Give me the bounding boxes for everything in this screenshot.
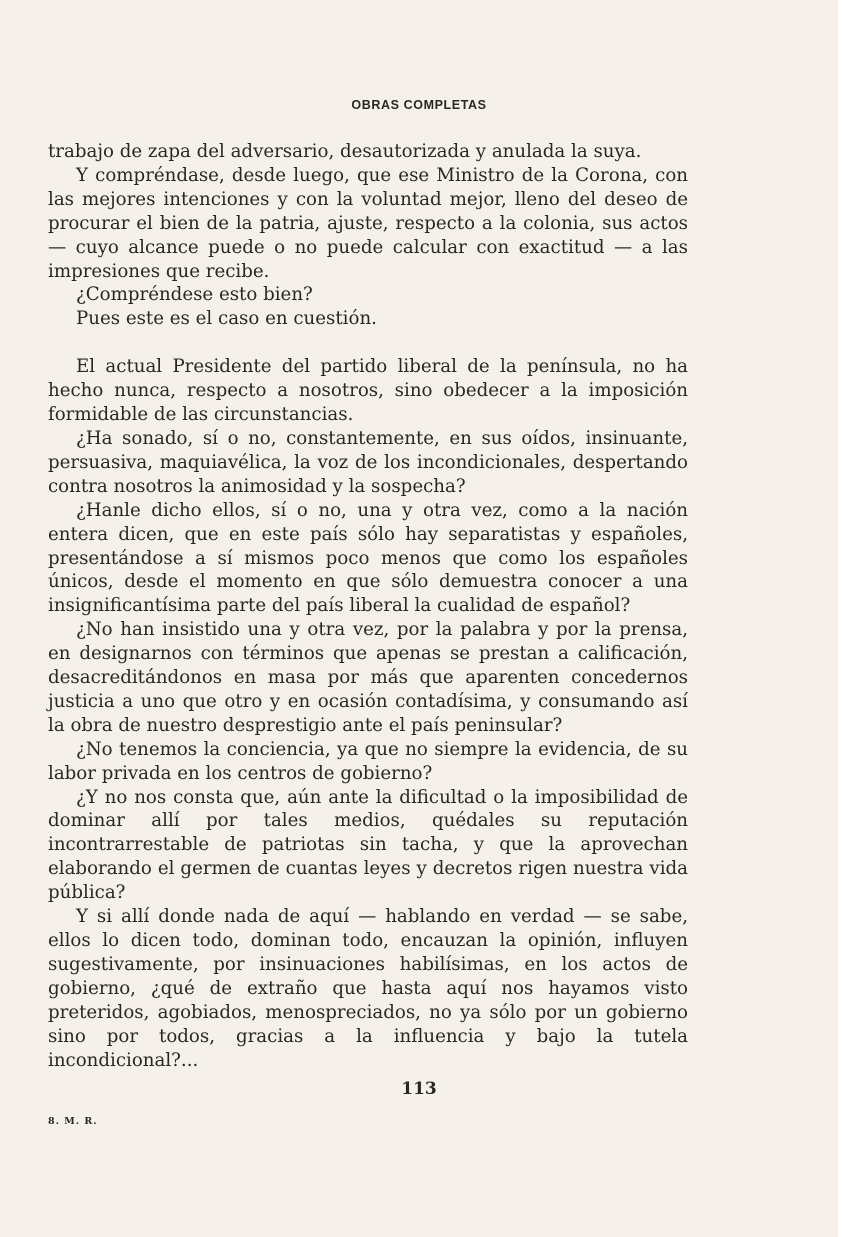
paragraph: Y si allí donde nada de aquí — hablando en verdad — se sabe, ellos lo dicen todo, dominan todo, encauzan la opinión, influyen sugestivamente, por insinuaciones habilísimas, en los actos de gobierno, ¿qué de extraño que hasta aquí nos hayamos visto preteridos, agobiados, menospreciados, no ya sólo por un gobierno sino por todos, gracias a la influencia y bajo la tutela incondicional?... [48, 906, 688, 1071]
paragraph: ¿Hanle dicho ellos, sí o no, una y otra vez, como a la nación entera dicen, que en este país sólo hay separatistas y españoles, presentándose a sí mismos poco menos que como los españoles únicos, desde el momento en que sólo demuestra conocer a una insignificantísima parte del país liberal la cualidad de español? [48, 499, 688, 617]
paragraph: ¿Compréndese esto bien? [76, 284, 313, 306]
paragraph: ¿No han insistido una y otra vez, por la palabra y por la prensa, en designarnos con términos que apenas se prestan a calificación, desacreditándonos en masa por más que aparenten concedernos justicia a uno que otro y en ocasión contadísima, y consumando así la obra de nuestro desprestigio ante el país peninsular? [48, 619, 688, 736]
paragraph: ¿Ha sonado, sí o no, constantemente, en sus oídos, insinuante, persuasiva, maquiavélica, la voz de los incondicionales, despertando contra nosotros la animosidad y la sospecha? [48, 427, 688, 497]
page-number: 113 [401, 1079, 437, 1099]
paragraph-continuation: trabajo de zapa del adversario, desautorizada y anulada la suya. [48, 141, 642, 162]
paragraph: ¿No tenemos la conciencia, ya que no siempre la evidencia, de su labor privada en los centros de gobierno? [48, 738, 688, 784]
paragraph: ¿Y no nos consta que, aún ante la dificultad o la imposibilidad de dominar allí por tales medios, quédales su reputación incontrarrestable de patriotas sin tacha, y que la aprovechan elaborando el germen de cuantas leyes y decretos rigen nuestra vida pública? [48, 786, 688, 904]
paragraph: Pues este es el caso en cuestión. [76, 308, 377, 330]
page-edge [838, 0, 843, 1237]
paragraph: Y compréndase, desde luego, que ese Ministro de la Corona, con las mejores intenciones y con la voluntad mejor, lleno del deseo de procurar el bien de la patria, ajuste, respecto a la colonia, sus actos — cuyo alcance puede o no puede calcular con exactitud — a las impresiones que recibe. [48, 164, 688, 282]
paragraph: El actual Presidente del partido liberal de la península, no ha hecho nunca, respecto a nosotros, sino obedecer a la imposición formidable de las circunstancias. [48, 356, 688, 426]
body-text [48, 140, 688, 1072]
signature-mark: 8. M. R. [48, 1116, 98, 1127]
running-head: OBRAS COMPLETAS [351, 98, 487, 112]
